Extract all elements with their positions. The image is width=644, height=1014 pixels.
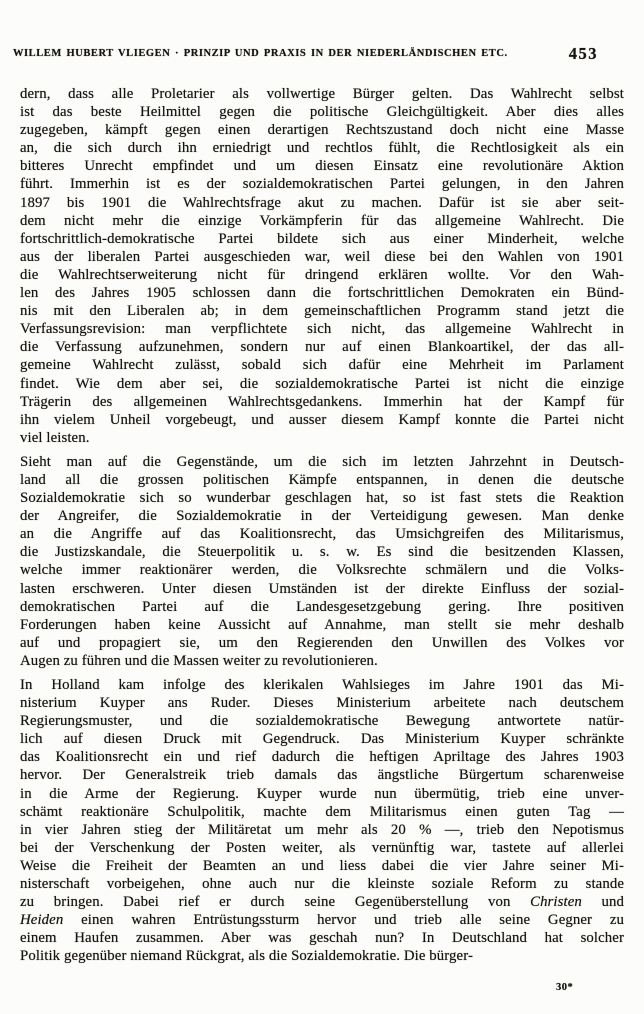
text-segment: das Koalitionsrecht ein und rief dadurch die heftigen Apriltage des Jahres 1903 [20, 749, 624, 766]
running-header-title: WILLEM HUBERT VLIEGEN · PRINZIP UND PRAXIS IN DER NIEDERLÄNDISCHEN ETC. [13, 48, 508, 59]
italic-emphasis: Heiden [20, 912, 64, 929]
text-segment: einen wahren Entrüstungssturm hervor und trieb alle seine Gegner zu [63, 912, 624, 929]
text-line [20, 157, 624, 175]
text-line [20, 839, 624, 857]
text-segment: auf und propagiert sie, um den Regierenden den Unwillen des Volkes vor [20, 634, 624, 651]
text-segment: Politik gegenüber niemand Rückgrat, als die Sozialdemokratie. Die bürger- [20, 948, 473, 965]
text-segment: dem nicht mehr die einzige Vorkämpferin für das allgemeine Wahlrecht. Die [20, 212, 624, 229]
text-segment: dern, dass alle Proletarier als vollwertige Bürger gelten. Das Wahlrecht selbst [20, 86, 624, 102]
text-line [20, 616, 624, 634]
text-segment: einem Haufen zusammen. Aber was geschah nun? In Deutschland hat solcher [20, 930, 624, 947]
text-segment: Sozialdemokratie sich so wunderbar geschlagen hat, so ist fast stets die Reaktion [20, 490, 624, 507]
text-segment: die Wahlrechtserweiterung nicht für dringend erklären wollte. Vor den Wah- [20, 266, 624, 283]
text-line [20, 121, 624, 139]
text-segment: len des Jahres 1905 schlossen dann die fortschrittlichen Demokraten ein Bünd- [20, 285, 624, 302]
text-line [20, 766, 624, 784]
text-segment: hervor. Der Generalstreik trieb damals das ängstliche Bürgertum scharenweise [20, 767, 624, 784]
text-segment: Augen zu führen und die Massen weiter zu revolutionieren. [20, 652, 378, 669]
text-line [20, 947, 624, 965]
text-line [20, 911, 624, 929]
text-line [20, 507, 624, 525]
text-line [20, 748, 624, 766]
text-line [20, 139, 624, 157]
text-line [20, 543, 624, 561]
text-line [20, 803, 624, 821]
paragraph-3 [20, 676, 624, 966]
text-line [20, 580, 624, 598]
text-segment: lich auf diesen Druck mit Gegendruck. Das Ministerium Kuyper schränkte [20, 731, 624, 748]
page-number: 453 [568, 44, 598, 63]
text-line [20, 266, 624, 284]
text-line [20, 375, 624, 393]
text-segment: demokratischen Partei auf die Landesgesetzgebung gering. Ihre positiven [20, 598, 624, 615]
text-segment: an die Angriffe auf das Koalitionsrecht, das Umsichgreifen des Militarismus, [20, 526, 624, 543]
text-segment: zu bringen. Dabei rief er durch seine Gegenüberstellung von [20, 894, 531, 911]
text-segment: lasten erschweren. Unter diesen Umständen ist der direkte Einfluss der sozial- [20, 580, 624, 597]
text-line [20, 821, 624, 839]
text-segment: gemeine Wahlrecht zulässt, sobald sich dafür eine Mehrheit im Parlament [20, 357, 624, 374]
text-line [20, 393, 624, 411]
text-line [20, 175, 624, 193]
text-line [20, 857, 624, 875]
text-segment: an, die sich durch ihn erniedrigt und rechtlos fühlt, die Rechtlosigkeit als ein [20, 140, 624, 157]
text-segment: zugegeben, kämpft gegen einen derartigen Rechtszustand doch nicht eine Masse [20, 122, 624, 139]
text-segment: in vier Jahren stieg der Militäretat um mehr als 20 % —, trieb den Nepotismus [20, 821, 624, 838]
paragraph-1 [20, 85, 624, 447]
text-line [20, 212, 624, 230]
text-segment: führt. Immerhin ist es der sozialdemokratischen Partei gelungen, in den Jahren [20, 176, 624, 193]
text-line [20, 471, 624, 489]
text-segment: Weise die Freiheit der Beamten an und liess dabei die vier Jahre seiner Mi- [20, 857, 624, 874]
page-body [20, 85, 624, 966]
text-segment: nisterium Kuyper ans Ruder. Dieses Ministerium arbeitete nach deutschem [20, 695, 624, 712]
text-segment: nisterschaft vorbeigehen, ohne auch nur die kleinste soziale Reform zu stande [20, 876, 624, 893]
text-line [20, 929, 624, 947]
text-line [20, 561, 624, 579]
page-header [13, 41, 624, 61]
text-line [20, 875, 624, 893]
text-segment: ist das beste Heilmittel gegen die politische Gleichgültigkeit. Aber dies alles [20, 104, 624, 121]
text-line [20, 730, 624, 748]
text-segment: ihn vielem Unheil vorgebeugt, und ausser diesem Kampf konnte die Partei nicht [20, 411, 624, 428]
text-segment: welche immer reaktionärer werden, die Volksrechte schmälern und die Volks- [20, 562, 624, 579]
text-line [20, 103, 624, 121]
text-segment: Forderungen haben keine Aussicht auf Annahme, man stellt sie mehr deshalb [20, 616, 624, 633]
text-segment: schämt reaktionäre Schulpolitik, machte dem Militarismus einen guten Tag — [20, 803, 624, 820]
text-segment: Trägerin des allgemeinen Wahlrechtsgedankens. Immerhin hat der Kampf für [20, 393, 624, 410]
text-segment: fortschrittlich-demokratische Partei bildete sich aus einer Minderheit, welche [20, 230, 624, 247]
text-line [20, 356, 624, 374]
text-line [20, 194, 624, 212]
text-line [20, 284, 624, 302]
text-segment: der Angreifer, die Sozialdemokratie in der Verteidigung gewesen. Man denke [20, 508, 624, 525]
text-line [20, 489, 624, 507]
text-line [20, 230, 624, 248]
text-segment: die Verfassung aufzunehmen, sondern nur auf einen Blankoartikel, der das all- [20, 339, 624, 356]
text-line [20, 676, 624, 694]
text-segment: bei der Verschenkung der Posten weiter, als vernünftig war, tastete auf allerlei [20, 839, 624, 856]
text-segment: Sieht man auf die Gegenstände, um die sich im letzten Jahrzehnt in Deutsch- [20, 453, 624, 470]
text-segment: Regierungsmuster, und die sozialdemokratische Bewegung antwortete natür- [20, 713, 624, 730]
text-segment: 1897 bis 1901 die Wahlrechtsfrage akut zu machen. Dafür ist sie aber seit- [20, 194, 624, 211]
text-line [20, 712, 624, 730]
text-segment: viel leisten. [20, 429, 90, 446]
italic-emphasis: Christen [530, 894, 582, 911]
text-line [20, 411, 624, 429]
text-segment: findet. Wie dem aber sei, die sozialdemokratische Partei ist nicht die einzige [20, 375, 624, 392]
text-segment: Verfassungsrevision: man verpflichtete sich nicht, das allgemeine Wahlrecht in [20, 321, 624, 338]
text-line [20, 652, 624, 670]
text-line [20, 694, 624, 712]
text-segment: In Holland kam infolge des klerikalen Wahlsieges im Jahre 1901 das Mi- [20, 677, 624, 693]
text-line [20, 85, 624, 103]
text-segment: und [581, 894, 625, 911]
text-segment: die Justizskandale, die Steuerpolitik u. s. w. Es sind die besitzenden Klassen, [20, 544, 624, 561]
text-line [20, 785, 624, 803]
printers-signature-mark: 30* [556, 982, 574, 993]
text-segment: nis mit den Liberalen ab; in dem gemeinschaftlichen Programm stand jetzt die [20, 303, 624, 320]
text-line [20, 598, 624, 616]
text-segment: in die Arme der Regierung. Kuyper wurde nun übermütig, trieb eine unver- [20, 785, 624, 802]
text-segment: land all die grossen politischen Kämpfe entspannen, in denen die deutsche [20, 471, 624, 488]
text-line [20, 429, 624, 447]
text-line [20, 634, 624, 652]
text-line [20, 248, 624, 266]
text-segment: bitteres Unrecht empfindet und um diesen Einsatz eine revolutionäre Aktion [20, 158, 624, 175]
text-line [20, 302, 624, 320]
text-line [20, 320, 624, 338]
paragraph-2 [20, 453, 624, 670]
text-line [20, 893, 624, 911]
text-segment: aus der liberalen Partei ausgeschieden war, weil diese bei den Wahlen von 1901 [20, 248, 624, 265]
text-line [20, 338, 624, 356]
text-line [20, 525, 624, 543]
text-line [20, 453, 624, 471]
